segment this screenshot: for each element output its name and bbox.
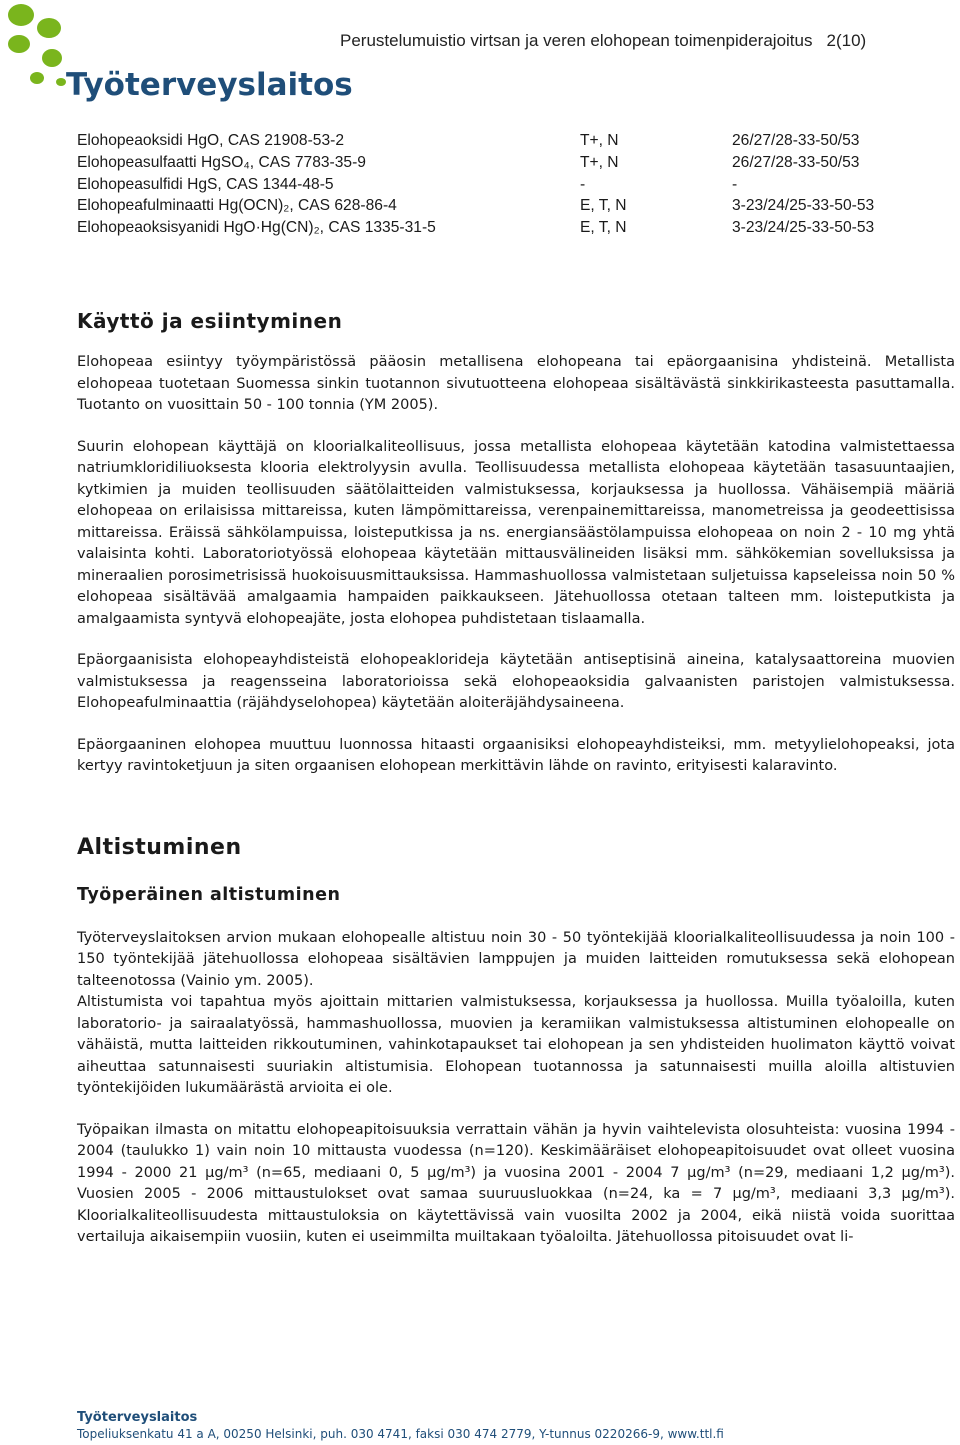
risk-phrases: 3-23/24/25-33-50-53 bbox=[732, 219, 875, 237]
table-row bbox=[77, 195, 947, 217]
paragraph: Suurin elohopean käyttäjä on kloorialkaliteollisuus, jossa metallista elohopeaa käytetään katodina valmistettaessa natriumkloridiliuoksesta klooria elektrolyysin avulla. Teollisuudessa metallista elohopeaa käytetään tasasuuntaajien, kytkimien ja muiden teollisuuden säätölaitteiden valmistuksessa, korjauksessa ja huollossa. Vähäisempiä määriä elohopeaa on erilaisissa mittareissa, kuten lämpömittareissa, verenpainemittareissa, manometreissa ja geodeettisissa mittareissa. Eräissä sähkölampuissa, loisteputkissa ja ns. energiansäästölampuissa elohopeaa on noin 2 - 10 mg yhtä valaisinta kohti. Laboratoriotyössä elohopeaa käytetään mittausvälineiden lisäksi mm. sähkökemian sovelluksissa ja mineraalien porosimetrisissä huokoisuusmittauksissa. Hammashuollossa valmistetaan suljetuissa kapseleissa noin 50 % elohopeaa sisältävää amalgaamia hampaiden paikkaukseen. Jätehuollossa otetaan talteen mm. loisteputkista ja amalgaamista syntyvä elohopeajäte, josta elohopea puhdistetaan tislaamalla. bbox=[77, 438, 955, 627]
subsection-heading-occupational: Työperäinen altistuminen bbox=[77, 884, 341, 905]
compound-name: Elohopeaoksisyanidi HgO·Hg(CN)₂, CAS 1335-31-5 bbox=[77, 219, 436, 237]
compound-name: Elohopeasulfidi HgS, CAS 1344-48-5 bbox=[77, 175, 334, 193]
hazard-symbols: T+, N bbox=[580, 153, 619, 171]
table-row bbox=[77, 174, 947, 196]
risk-phrases: 26/27/28-33-50/53 bbox=[732, 132, 860, 149]
paragraph: Työpaikan ilmasta on mitattu elohopeapitoisuuksia verrattain vähän ja hyvin vaihtelevista olosuhteista: vuosina 1994 - 2004 (taulukko 1) vain noin 10 mittausta vuodessa (n=120). Keskimääräiset elohopeapitoisuudet ovat olleet vuosina 1994 - 2000 21 µg/m³ (n=65, mediaani 0, 5 µg/m³) ja vuosina 2001 - 2004 7 µg/m³ (n=29, mediaani 1,2 µg/m³). Vuosien 2005 - 2006 mittaustulokset ovat samaa suuruusluokkaa (n=24, ka = 7 µg/m³, mediaani 3,3 µg/m³). Kloorialkaliteollisuudesta mittaustuloksia on käytettävissä vain vuosilta 2002 ja 2004, eikä niistä voida suorittaa vertailuja aikaisempiin vuosiin, kuten ei useimmilta muiltakaan työaloilta. Jätehuollossa pitoisuudet ovat li- bbox=[77, 1121, 955, 1245]
logo bbox=[4, 0, 353, 110]
logo-wordmark: Työterveyslaitos bbox=[66, 67, 353, 103]
risk-phrases: - bbox=[732, 175, 738, 193]
document-title: Perustelumuistio virtsan ja veren elohopean toimenpiderajoitus bbox=[340, 31, 813, 50]
compound-name: Elohopeasulfaatti HgSO₄, CAS 7783-35-9 bbox=[77, 153, 366, 171]
paragraph: Altistumista voi tapahtua myös ajoittain mittarien valmistuksessa, korjauksessa ja huollossa. Muilla työaloilla, kuten laboratorio- ja sairaalatyössä, hammashuollossa, muovien ja keramiikan valmistuksessa altistuminen elohopealle on vähäistä, mutta laitteiden rikkoutuminen, vahinkotapaukset tai elohopean ja sen yhdisteiden huolimaton käyttö voivat aiheuttaa satunnaisesti suuriakin altistumisia. Elohopean tuotannossa ja satunnaisesti muilla aloilla altistuvien työntekijöiden lukumäärästä arvioita ei ole. bbox=[77, 994, 955, 1096]
footer-organization: Työterveyslaitos bbox=[77, 1410, 198, 1425]
classification-table bbox=[77, 130, 947, 239]
table-row bbox=[77, 217, 947, 239]
hazard-symbols: E, T, N bbox=[580, 219, 627, 237]
document-header bbox=[340, 31, 866, 51]
paragraph: Epäorgaanisista elohopeayhdisteistä elohopeaklorideja käytetään antiseptisinä aineina, katalysaattoreina muovien valmistuksessa ja reagensseina laboratorioissa sekä elohopeaoksidia galvaanisten paristojen valmistuksessa. Elohopeafulminaattia (räjähdyselohopea) käytetään aloiteräjähdysaineena. bbox=[77, 652, 955, 711]
risk-phrases: 3-23/24/25-33-50-53 bbox=[732, 197, 875, 215]
paragraph: Elohopeaa esiintyy työympäristössä pääosin metallisena elohopeana tai epäorgaanisina yhdisteinä. Metallista elohopeaa tuotetaan Suomessa sinkin tuotannon sivutuotteena elohopeaa sisältävästä sinkkirikasteesta pasuttamalla. Tuotanto on vuosittain 50 - 100 tonnia (YM 2005). bbox=[77, 354, 955, 413]
compound-name: Elohopeaoksidi HgO, CAS 21908-53-2 bbox=[77, 132, 344, 149]
page-footer bbox=[77, 1409, 724, 1443]
paragraph: Epäorgaaninen elohopea muuttuu luonnossa hitaasti orgaanisiksi elohopeayhdisteiksi, mm. metyylielohopeaksi, jota kertyy ravintoketjuun ja siten orgaanisen elohopean merkittävin lähde on ravinto, erityisesti kalaravinto. bbox=[77, 736, 955, 774]
table-row bbox=[77, 130, 947, 152]
hazard-symbols: E, T, N bbox=[580, 197, 627, 215]
compound-name: Elohopeafulminaatti Hg(OCN)₂, CAS 628-86-4 bbox=[77, 197, 397, 215]
hazard-symbols: - bbox=[580, 175, 586, 193]
table-row bbox=[77, 152, 947, 174]
paragraph: Työterveyslaitoksen arvion mukaan elohopealle altistuu noin 30 - 50 työntekijää kloorialkaliteollisuudessa ja noin 100 - 150 työntekijää jätehuollossa elohopeaa sisältävien lamppujen ja muiden laitteiden romutuksessa sekä elohopean talteenotossa (Vainio ym. 2005). bbox=[77, 929, 955, 989]
risk-phrases: 26/27/28-33-50/53 bbox=[732, 153, 860, 171]
page-number: 2(10) bbox=[826, 31, 867, 50]
footer-address: Topeliuksenkatu 41 a A, 00250 Helsinki, puh. 030 4741, faksi 030 474 2779, Y-tunnus 0220266-9, www.ttl.fi bbox=[77, 1427, 724, 1441]
hazard-symbols: T+, N bbox=[580, 132, 619, 149]
logo-mark-icon bbox=[8, 4, 66, 86]
section-heading-exposure: Altistuminen bbox=[77, 834, 242, 860]
main-content bbox=[77, 302, 955, 1249]
section-heading-usage: Käyttö ja esiintyminen bbox=[77, 309, 343, 333]
